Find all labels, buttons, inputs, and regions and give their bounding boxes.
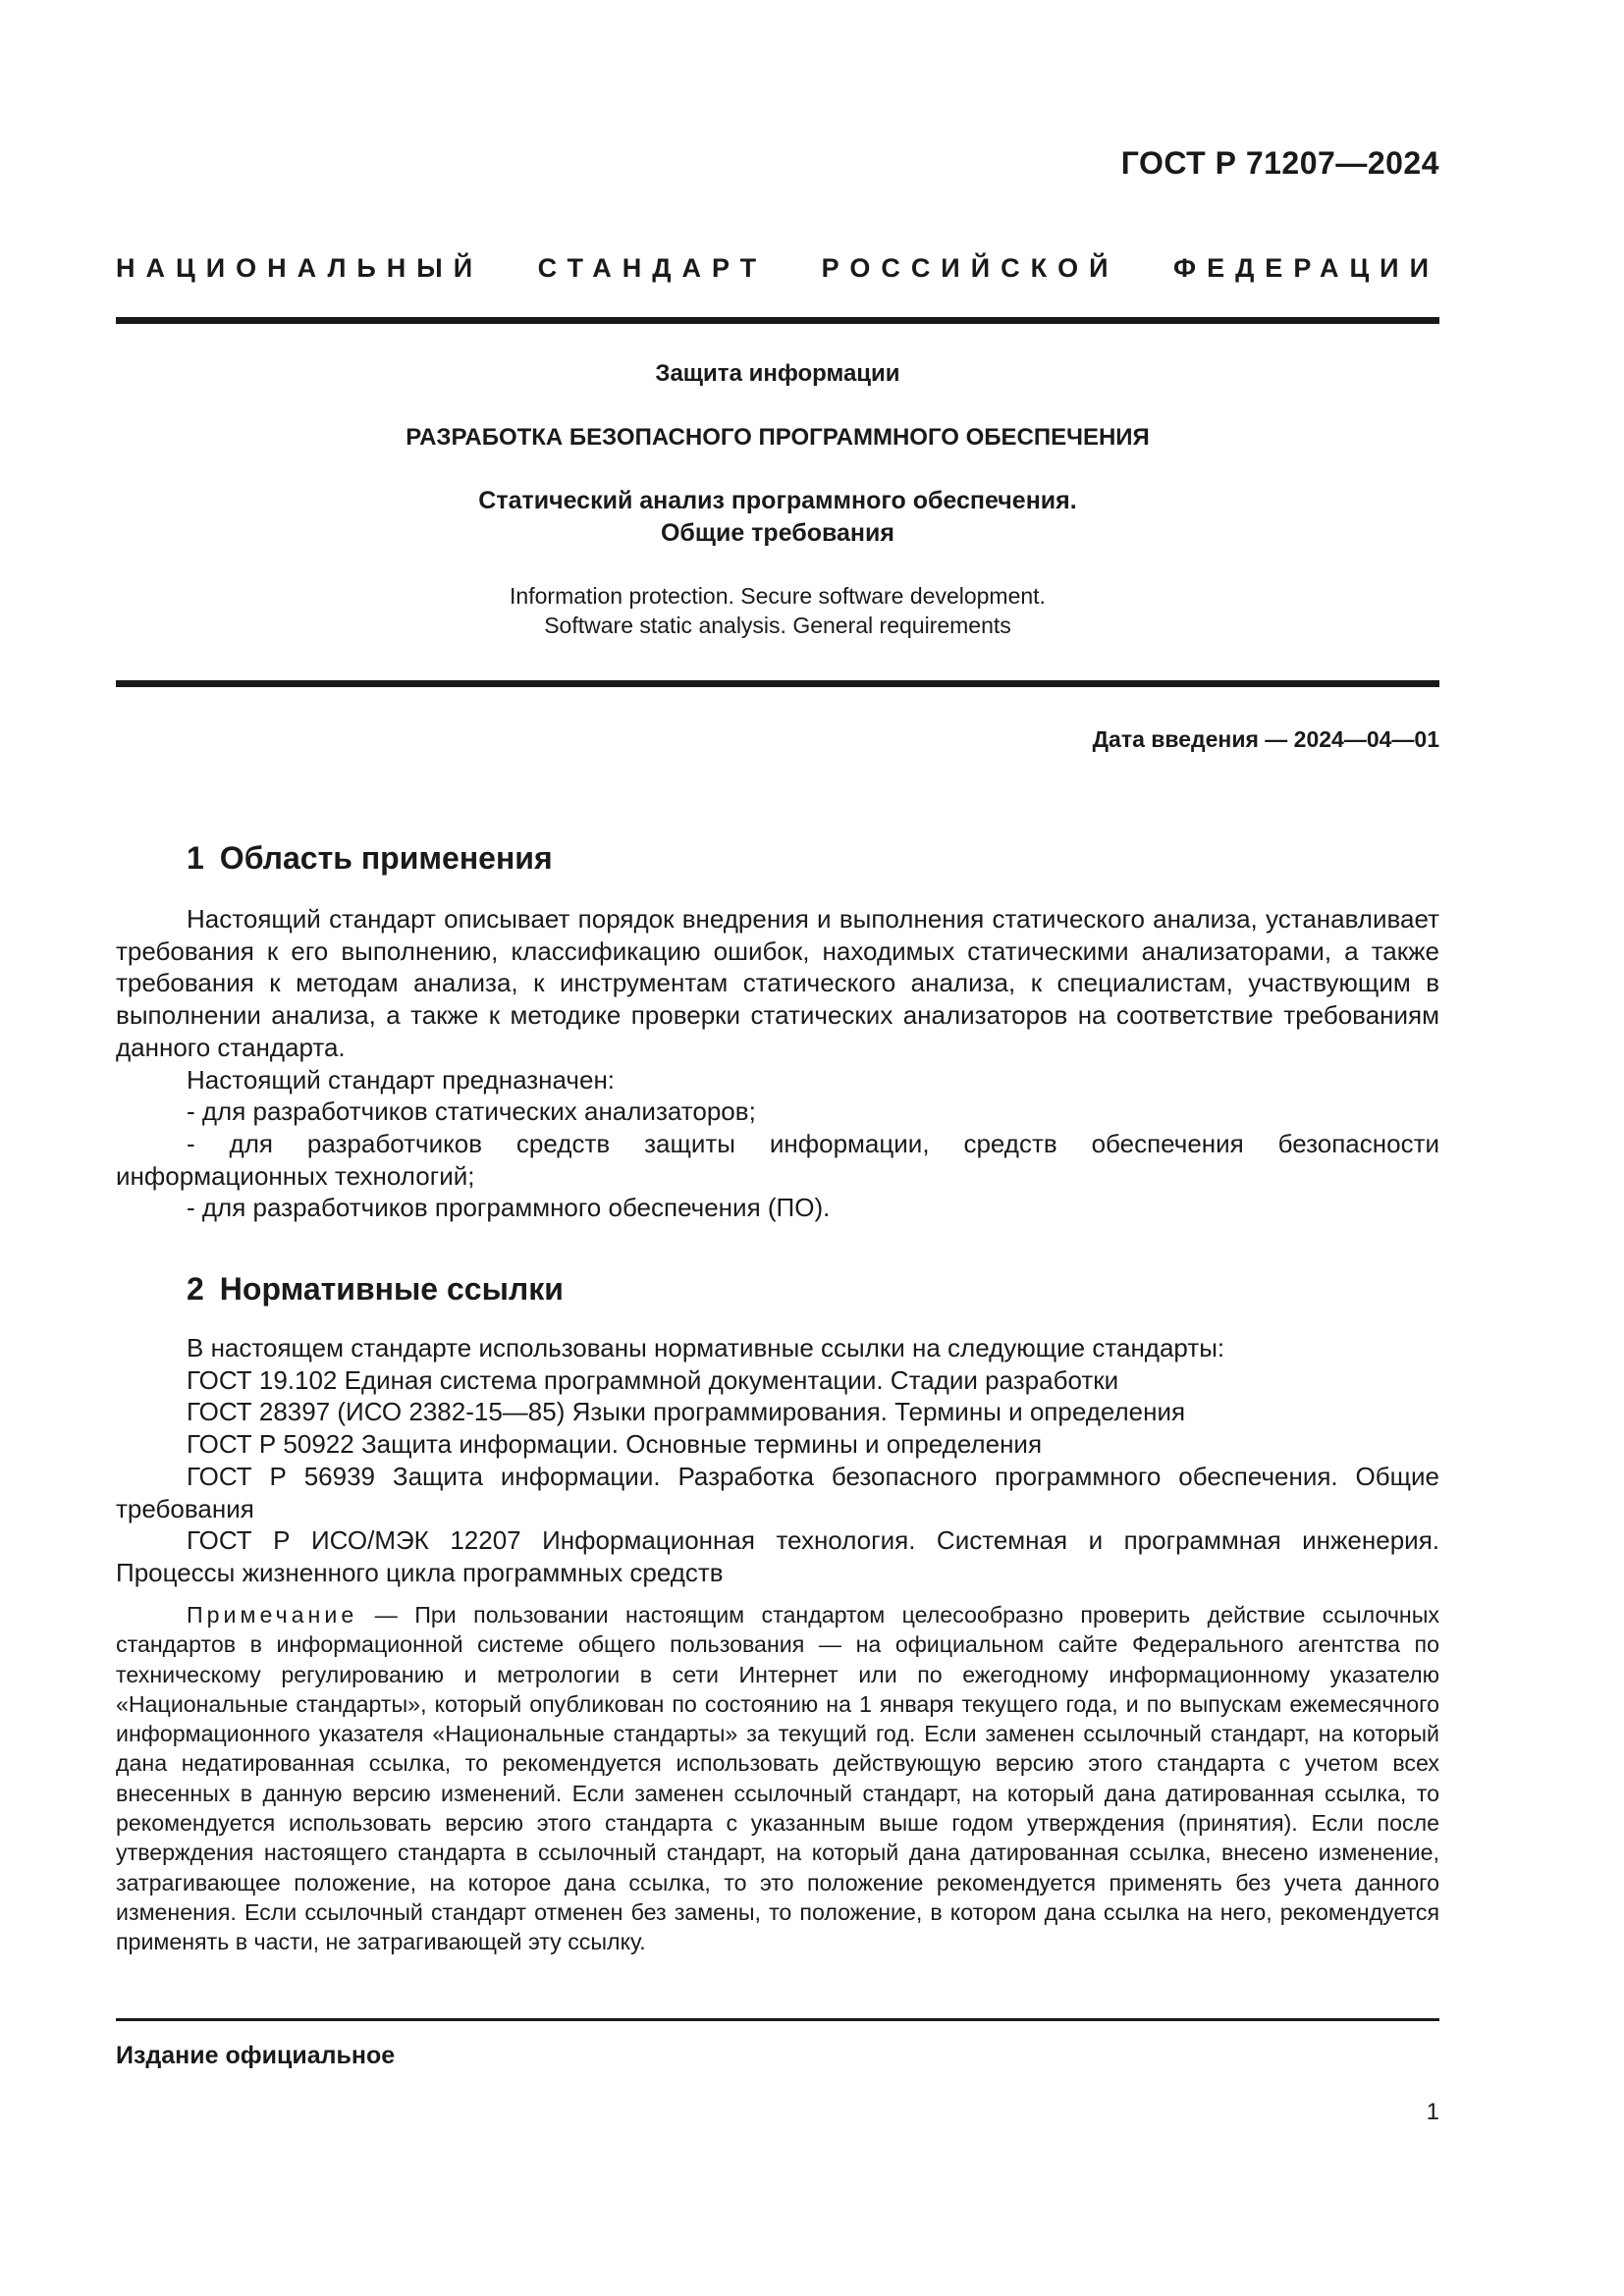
reference-item: ГОСТ Р 50922 Защита информации. Основные термины и определения xyxy=(187,1429,1043,1460)
title-subtitle-line2: Общие требования xyxy=(660,519,894,547)
title-english xyxy=(116,581,1439,640)
reference-item: ГОСТ Р 56939 Защита информации. Разработка безопасного программного обеспечения. Общие требования xyxy=(116,1461,1439,1523)
document-code: ГОСТ Р 71207—2024 xyxy=(1120,145,1439,181)
section-1-paragraph-2: Настоящий стандарт предназначен: xyxy=(187,1064,616,1095)
list-item: - для разработчиков программного обеспечения (ПО). xyxy=(187,1193,831,1223)
title-subtitle xyxy=(116,485,1439,550)
reference-item: ГОСТ 28397 (ИСО 2382-15—85) Языки программирования. Термины и определения xyxy=(187,1397,1186,1427)
note-label: Примечание xyxy=(187,1602,358,1628)
reference-note xyxy=(116,1600,1439,1957)
section-2-number: 2 xyxy=(187,1271,204,1307)
section-2-intro: В настоящем стандарте использованы нормативные ссылки на следующие стандарты: xyxy=(187,1333,1225,1362)
section-1-body xyxy=(116,903,1439,1224)
introduction-date: Дата введения — 2024—04—01 xyxy=(1092,726,1439,752)
section-1-number: 1 xyxy=(187,840,204,876)
title-subtitle-line1: Статический анализ программного обеспечения. xyxy=(478,487,1077,514)
section-2-heading xyxy=(187,1271,564,1308)
title-category: Защита информации xyxy=(655,360,900,387)
list-item: - для разработчиков статических анализаторов; xyxy=(187,1096,756,1127)
reference-item: ГОСТ Р ИСО/МЭК 12207 Информационная технология. Системная и программная инженерия. Процессы жизненного цикла программных средств xyxy=(116,1525,1439,1587)
national-standard-banner: НАЦИОНАЛЬНЫЙ СТАНДАРТ РОССИЙСКОЙ ФЕДЕРАЦИИ xyxy=(116,253,1439,283)
title-divider xyxy=(116,680,1439,687)
section-1-heading xyxy=(187,840,553,877)
note-text: — При пользовании настоящим стандартом целесообразно проверить действие ссылочных стандартов в информационной системе общего пользования — на официальном сайте Федерального агентства по техническому регулированию и метрологии в сети Интернет или по ежегодному информационному указателю «Национальные стандарты», который опубликован по состоянию на 1 января текущего года, и по выпускам ежемесячного информационного указателя «Национальные стандарты» за текущий год. Если заменен ссылочный стандарт, на который дана недатированная ссылка, то рекомендуется использовать действующую версию этого стандарта с учетом всех внесенных в данную версию изменений. Если заменен ссылочный стандарт, на который дана датированная ссылка, то рекомендуется использовать версию этого стандарта с указанным выше годом утверждения (принятия). Если после утверждения настоящего стандарта в ссылочный стандарт, на который дана датированная ссылка, внесено изменение, затрагивающее положение, на которое дана ссылка, то это положение рекомендуется применять без учета данного изменения. Если ссылочный стандарт отменен без замены, то положение, в котором дана ссылка на него, рекомендуется применять в части, не затрагивающей эту ссылку. xyxy=(116,1602,1439,1955)
title-english-line2: Software static analysis. General requirements xyxy=(544,613,1011,638)
official-edition-label: Издание официальное xyxy=(116,2042,396,2069)
reference-item: ГОСТ 19.102 Единая система программной документации. Стадии разработки xyxy=(187,1364,1119,1395)
title-main: РАЗРАБОТКА БЕЗОПАСНОГО ПРОГРАММНОГО ОБЕСПЕЧЕНИЯ xyxy=(406,424,1150,451)
section-1-title: Область применения xyxy=(219,840,553,876)
list-item: - для разработчиков средств защиты информации, средств обеспечения безопасности информационных технологий; xyxy=(116,1128,1439,1191)
section-1-paragraph-1: Настоящий стандарт описывает порядок внедрения и выполнения статического анализа, устанавливает требования к его выполнению, классификацию ошибок, находимых статическими анализаторами, а также требования к методам анализа, к инструментам статического анализа, к специалистам, участвующим в выполнении анализа, а также к методике проверки статических анализаторов на соответствие требованиям данного стандарта. xyxy=(116,904,1439,1062)
title-english-line1: Information protection. Secure software development. xyxy=(510,583,1046,609)
section-2-body xyxy=(116,1332,1439,1589)
page-number: 1 xyxy=(1426,2099,1439,2125)
top-divider xyxy=(116,317,1439,324)
section-2-title: Нормативные ссылки xyxy=(219,1271,564,1307)
footer-divider xyxy=(116,2018,1439,2021)
